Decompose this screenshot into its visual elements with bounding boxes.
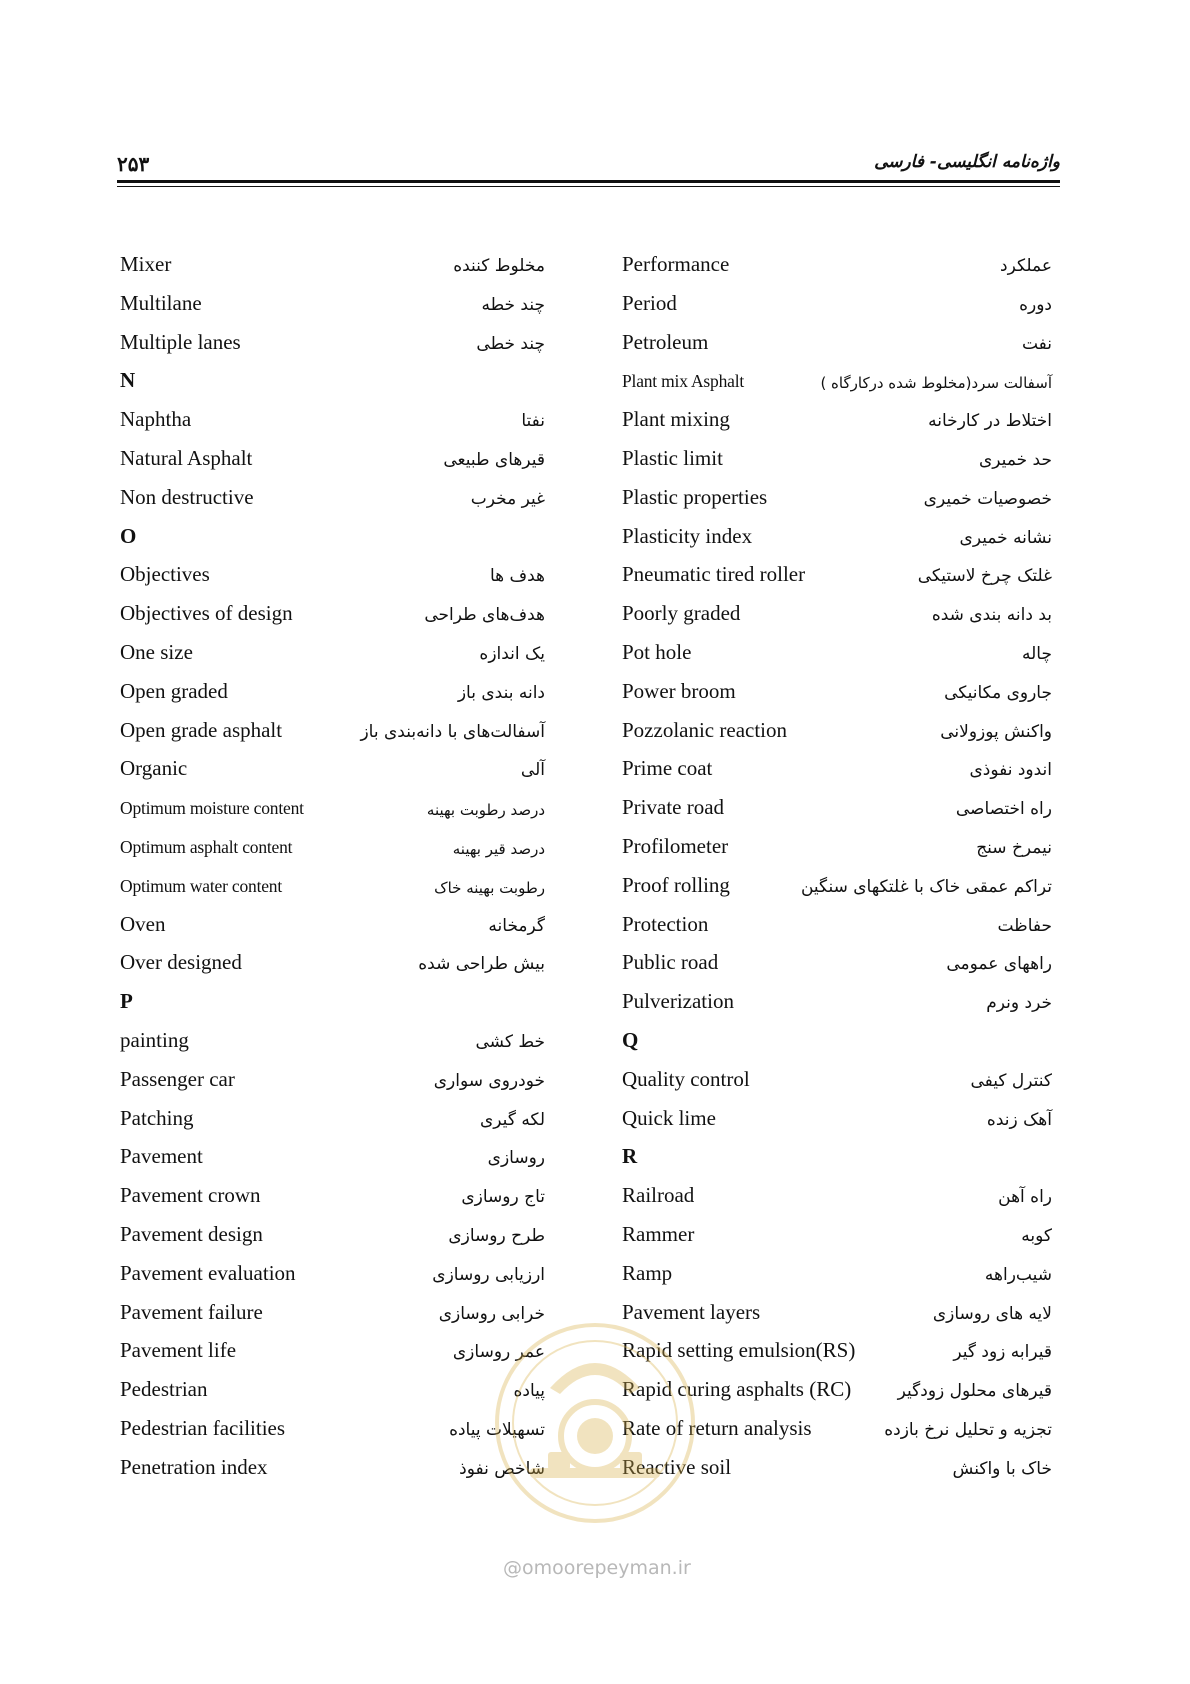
persian-definition: مخلوط کننده xyxy=(453,256,545,276)
persian-definition: بد دانه بندی شده xyxy=(931,605,1052,626)
persian-definition: شاخص نفوذ xyxy=(459,1458,545,1479)
persian-definition: یک اندازه xyxy=(479,643,545,664)
glossary-entry xyxy=(120,1138,545,1177)
glossary-right-column xyxy=(622,246,1052,1488)
glossary-entry xyxy=(622,1449,1052,1488)
persian-definition: نفتا xyxy=(521,411,545,432)
persian-definition: روسازی xyxy=(487,1148,545,1169)
persian-definition: کنترل کیفی xyxy=(970,1070,1052,1091)
english-term: Rammer xyxy=(622,1221,695,1246)
english-term: Pedestrian facilities xyxy=(120,1415,286,1440)
persian-definition: خرد ونرم xyxy=(986,993,1052,1014)
persian-definition: خصوصیات خمیری xyxy=(923,488,1052,509)
english-term: Rapid curing asphalts (RC) xyxy=(622,1377,852,1402)
persian-definition: آهک زنده xyxy=(986,1109,1052,1130)
persian-definition: راه آهن xyxy=(998,1187,1052,1208)
persian-definition: پیاده xyxy=(513,1381,545,1402)
english-term: Multilane xyxy=(120,290,202,315)
persian-definition: نیمرخ سنج xyxy=(976,837,1052,858)
glossary-entry xyxy=(622,518,1052,557)
english-term: Rapid setting emulsion(RS) xyxy=(622,1338,856,1363)
english-term: Over designed xyxy=(120,950,242,975)
persian-definition: چاله xyxy=(1022,643,1052,664)
persian-definition: خط کشی xyxy=(475,1031,545,1052)
english-term: Period xyxy=(622,290,677,315)
persian-definition: آسفالت سرد(مخلوط شده درکارگاه ) xyxy=(820,374,1052,393)
persian-definition: هدف‌های طراحی xyxy=(424,605,545,626)
glossary-entry xyxy=(120,556,545,595)
glossary-entry xyxy=(622,1177,1052,1216)
section-letter-row xyxy=(622,1138,1052,1177)
glossary-entry xyxy=(120,944,545,983)
persian-definition: تسهیلات پیاده xyxy=(449,1419,545,1440)
english-term: Proof rolling xyxy=(622,872,730,897)
glossary-entry xyxy=(120,712,545,751)
glossary-entry xyxy=(622,673,1052,712)
english-term: Naphtha xyxy=(120,407,192,432)
glossary-entry xyxy=(622,944,1052,983)
header-rule-thin xyxy=(117,186,1060,187)
persian-definition: واکنش پوزولانی xyxy=(940,721,1052,742)
glossary-entry xyxy=(622,1100,1052,1139)
persian-definition: آلی xyxy=(520,760,545,781)
glossary-entry xyxy=(622,983,1052,1022)
persian-definition: ارزیابی روسازی xyxy=(432,1264,545,1285)
english-term: Open graded xyxy=(120,678,228,703)
english-term: Performance xyxy=(622,252,730,276)
section-letter-row xyxy=(120,518,545,557)
glossary-entry xyxy=(622,556,1052,595)
english-term: Optimum moisture content xyxy=(120,798,304,819)
glossary-entry xyxy=(622,1371,1052,1410)
section-letter: P xyxy=(120,989,133,1014)
section-letter-row xyxy=(120,983,545,1022)
glossary-entry xyxy=(622,1332,1052,1371)
english-term: Rate of return analysis xyxy=(622,1415,812,1440)
glossary-entry xyxy=(622,324,1052,363)
glossary-left-column xyxy=(120,246,545,1488)
glossary-entry xyxy=(120,285,545,324)
english-term: Natural Asphalt xyxy=(120,445,253,470)
persian-definition: اندود نفوذی xyxy=(969,760,1052,781)
watermark-site: @omoorepeyman.ir xyxy=(503,1557,691,1579)
glossary-entry xyxy=(120,1255,545,1294)
english-term: Railroad xyxy=(622,1183,695,1208)
glossary-entry xyxy=(622,401,1052,440)
persian-definition: رطوبت بهینه خاک xyxy=(434,878,545,897)
english-term: Reactive soil xyxy=(622,1454,732,1479)
persian-definition: عمر روسازی xyxy=(452,1342,545,1363)
english-term: Pavement crown xyxy=(120,1183,261,1208)
glossary-entry xyxy=(622,1255,1052,1294)
persian-definition: جاروی مکانیکی xyxy=(944,682,1052,703)
english-term: Plasticity index xyxy=(622,523,753,548)
persian-definition: دانه بندی باز xyxy=(457,682,545,703)
glossary-entry xyxy=(120,1100,545,1139)
glossary-entry xyxy=(120,1332,545,1371)
english-term: Mixer xyxy=(120,252,172,276)
glossary-entry xyxy=(120,750,545,789)
persian-definition: قیرابه زود گیر xyxy=(953,1342,1052,1363)
persian-definition: چند خطی xyxy=(476,333,545,354)
english-term: Quick lime xyxy=(622,1105,716,1130)
persian-definition: قیرهای محلول زودگیر xyxy=(897,1381,1052,1402)
glossary-entry xyxy=(622,1061,1052,1100)
english-term: Pot hole xyxy=(622,639,692,664)
english-term: Pozzolanic reaction xyxy=(622,717,788,742)
glossary-entry xyxy=(120,440,545,479)
persian-definition: چند خطه xyxy=(481,294,545,315)
english-term: Ramp xyxy=(622,1260,673,1285)
english-term: Pavement xyxy=(120,1144,203,1169)
english-term: Patching xyxy=(120,1105,194,1130)
persian-definition: قیرهای طبیعی xyxy=(443,449,545,470)
glossary-entry xyxy=(120,789,545,828)
english-term: Pneumatic tired roller xyxy=(622,562,806,587)
glossary-entry xyxy=(120,906,545,945)
running-title: واژه‌نامه انگلیسی- فارسی xyxy=(874,152,1060,172)
english-term: Pulverization xyxy=(622,989,734,1014)
section-letter-row xyxy=(622,1022,1052,1061)
persian-definition: تجزیه و تحلیل نرخ بازده xyxy=(884,1419,1052,1440)
glossary-entry xyxy=(120,1371,545,1410)
english-term: Multiple lanes xyxy=(120,329,241,354)
glossary-entry xyxy=(622,906,1052,945)
glossary-entry xyxy=(120,1216,545,1255)
persian-definition: طرح روسازی xyxy=(448,1225,545,1246)
english-term: Pavement life xyxy=(120,1338,237,1363)
persian-definition: شیب‌راهه xyxy=(984,1264,1052,1285)
glossary-entry xyxy=(622,867,1052,906)
english-term: Objectives of design xyxy=(120,601,293,626)
english-term: Profilometer xyxy=(622,833,729,858)
english-term: Petroleum xyxy=(622,329,709,354)
section-letter: Q xyxy=(622,1027,639,1052)
glossary-entry xyxy=(622,750,1052,789)
persian-definition: غلتک چرخ لاستیکی xyxy=(917,566,1052,587)
persian-definition: درصد قیر بهینه xyxy=(452,839,545,858)
english-term: Pavement design xyxy=(120,1221,263,1246)
english-term: Pavement layers xyxy=(622,1299,761,1324)
glossary-entry xyxy=(120,479,545,518)
glossary-entry xyxy=(120,401,545,440)
page-header xyxy=(117,148,1060,182)
english-term: Power broom xyxy=(622,678,736,703)
glossary-entry xyxy=(622,1216,1052,1255)
glossary-entry xyxy=(120,1449,545,1488)
english-term: Open grade asphalt xyxy=(120,717,283,742)
english-term: Pavement evaluation xyxy=(120,1260,296,1285)
section-letter: R xyxy=(622,1144,638,1169)
glossary-entry xyxy=(120,828,545,867)
glossary-entry xyxy=(622,634,1052,673)
english-term: painting xyxy=(120,1027,189,1052)
persian-definition: راه اختصاصی xyxy=(955,799,1052,820)
glossary-entry xyxy=(120,1410,545,1449)
english-term: Plant mix Asphalt xyxy=(622,371,745,392)
persian-definition: دوره xyxy=(1019,294,1052,315)
english-term: Objectives xyxy=(120,562,210,587)
english-term: Plastic properties xyxy=(622,484,768,509)
english-term: Oven xyxy=(120,911,166,936)
english-term: Penetration index xyxy=(120,1454,268,1479)
persian-definition: تاج روسازی xyxy=(461,1187,545,1208)
english-term: Non destructive xyxy=(120,484,254,509)
persian-definition: عملکرد xyxy=(1000,256,1052,276)
glossary-entry xyxy=(622,712,1052,751)
glossary-entry xyxy=(622,246,1052,285)
english-term: One size xyxy=(120,639,193,664)
glossary-entry xyxy=(120,1294,545,1333)
glossary-entry xyxy=(622,479,1052,518)
glossary-entry xyxy=(120,595,545,634)
english-term: Plant mixing xyxy=(622,407,730,432)
persian-definition: اختلاط در کارخانه xyxy=(928,411,1052,432)
persian-definition: هدف ها xyxy=(489,566,545,587)
persian-definition: لکه گیری xyxy=(480,1109,545,1130)
english-term: Public road xyxy=(622,950,719,975)
english-term: Poorly graded xyxy=(622,601,741,626)
glossary-entry xyxy=(622,595,1052,634)
english-term: Optimum asphalt content xyxy=(120,836,293,857)
english-term: Pavement failure xyxy=(120,1299,263,1324)
glossary-entry xyxy=(120,1022,545,1061)
section-letter: O xyxy=(120,523,137,548)
page-number: ۲۵۳ xyxy=(117,152,150,176)
persian-definition: خرابی روسازی xyxy=(438,1303,545,1324)
section-letter-row xyxy=(120,362,545,401)
persian-definition: نفت xyxy=(1021,333,1052,354)
english-term: Plastic limit xyxy=(622,445,723,470)
glossary-entry xyxy=(120,634,545,673)
persian-definition: لایه های روسازی xyxy=(932,1303,1052,1324)
glossary-entry xyxy=(622,1294,1052,1333)
english-term: Organic xyxy=(120,756,188,781)
english-term: Prime coat xyxy=(622,756,713,781)
english-term: Optimum water content xyxy=(120,875,283,896)
glossary-entry xyxy=(120,324,545,363)
persian-definition: تراکم عمقی خاک با غلتکهای سنگین xyxy=(800,876,1052,897)
glossary-entry xyxy=(622,440,1052,479)
persian-definition: حفاظت xyxy=(997,915,1052,936)
persian-definition: خودروی سواری xyxy=(433,1070,545,1091)
persian-definition: حد خمیری xyxy=(979,449,1052,470)
glossary-entry xyxy=(622,828,1052,867)
glossary-entry xyxy=(622,285,1052,324)
english-term: Private road xyxy=(622,795,725,820)
glossary-entry xyxy=(120,1177,545,1216)
glossary-entry xyxy=(622,362,1052,401)
glossary-entry xyxy=(120,673,545,712)
english-term: Pedestrian xyxy=(120,1377,208,1402)
persian-definition: آسفالت‌های با دانه‌بندی باز xyxy=(360,721,545,742)
persian-definition: راههای عمومی xyxy=(946,954,1052,975)
english-term: Quality control xyxy=(622,1066,750,1091)
persian-definition: درصد رطوبت بهینه xyxy=(426,801,545,820)
persian-definition: غیر مخرب xyxy=(470,488,545,509)
glossary-entry xyxy=(120,867,545,906)
english-term: Protection xyxy=(622,911,709,936)
english-term: Passenger car xyxy=(120,1066,235,1091)
persian-definition: کوبه xyxy=(1021,1225,1052,1246)
glossary-entry xyxy=(622,1410,1052,1449)
glossary-entry xyxy=(622,789,1052,828)
persian-definition: نشانه خمیری xyxy=(959,527,1052,548)
header-rule-thick xyxy=(117,180,1060,183)
glossary-entry xyxy=(120,246,545,285)
section-letter: N xyxy=(120,368,136,393)
persian-definition: گرمخانه xyxy=(488,915,545,936)
glossary-entry xyxy=(120,1061,545,1100)
persian-definition: خاک با واکنش xyxy=(952,1458,1052,1479)
persian-definition: بیش طراحی شده xyxy=(418,954,545,975)
